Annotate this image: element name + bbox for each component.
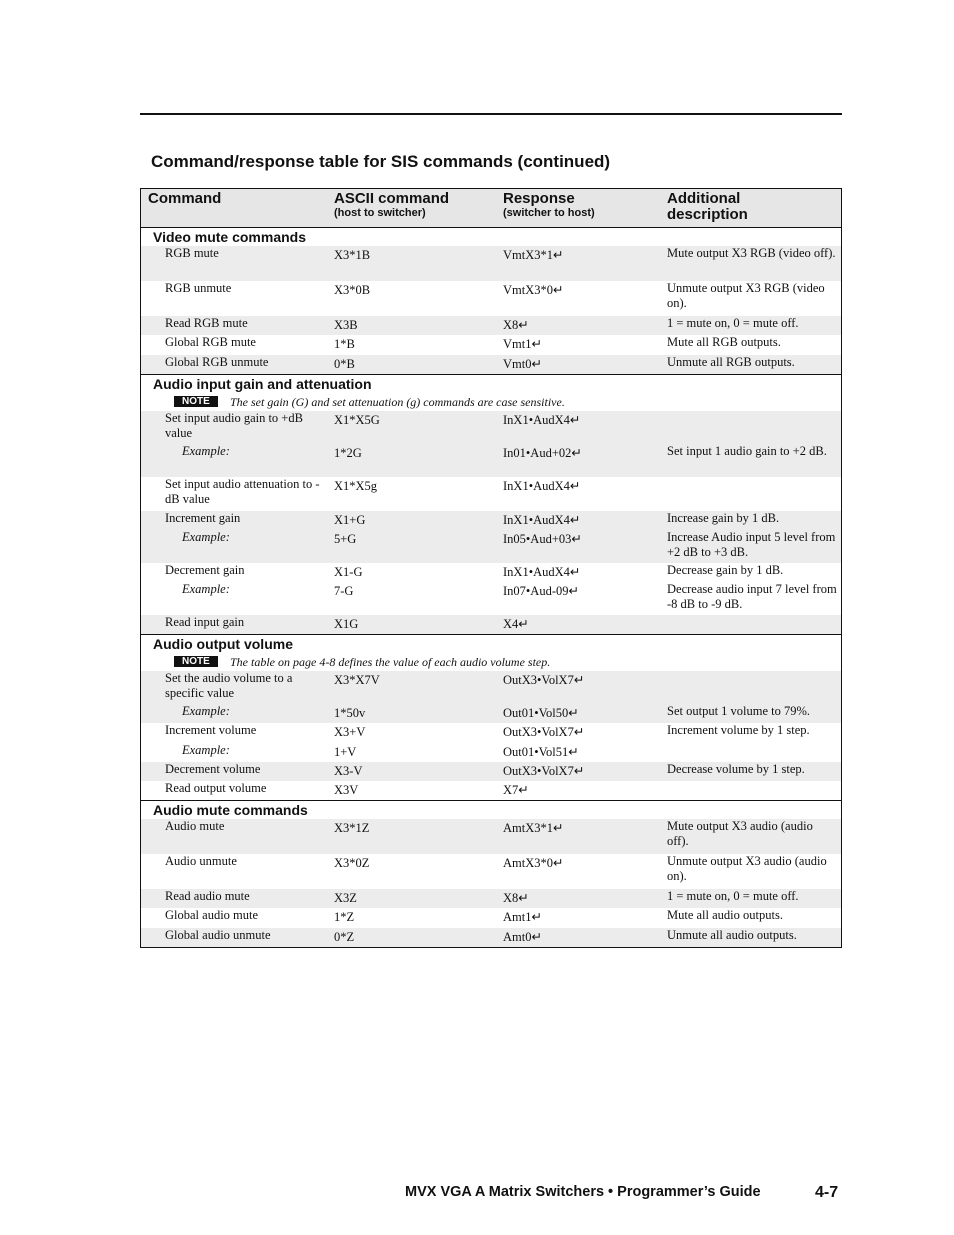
table-section	[141, 228, 841, 374]
response-cell: VmtX3*1↵	[503, 248, 564, 262]
header-response-sub: (switcher to host)	[503, 207, 595, 219]
page-number: 4-7	[815, 1184, 839, 1201]
description-cell: Decrease audio input 7 level from -8 dB to -9 dB.	[667, 582, 837, 611]
note-badge: NOTE	[174, 656, 218, 667]
ascii-cell: X3*0Z	[334, 856, 370, 870]
command-cell: Global RGB mute	[165, 335, 256, 349]
response-cell: In05•Aud+03↵	[503, 532, 582, 546]
response-cell: OutX3•VolX7↵	[503, 764, 585, 778]
table-row	[141, 743, 841, 762]
response-cell: AmtX3*0↵	[503, 856, 564, 870]
response-cell: X7↵	[503, 783, 529, 797]
table-row	[141, 762, 841, 781]
ascii-cell: X3V	[334, 783, 359, 797]
command-cell: Increment volume	[165, 723, 257, 737]
table-row	[141, 316, 841, 335]
ascii-cell: 0*Z	[334, 930, 355, 944]
header-description: Additional description	[667, 190, 748, 223]
table-row	[141, 781, 841, 800]
table-row	[141, 563, 841, 582]
table-row	[141, 615, 841, 634]
ascii-cell: 7-G	[334, 584, 354, 598]
section-title: Video mute commands	[153, 229, 307, 245]
table-row	[141, 281, 841, 316]
description-cell: Increase Audio input 5 level from +2 dB to +3 dB.	[667, 530, 836, 559]
response-cell: Amt1↵	[503, 910, 542, 924]
command-cell: Audio unmute	[165, 854, 237, 868]
table-row	[141, 704, 841, 723]
table-row	[141, 854, 841, 889]
response-cell: X8↵	[503, 318, 529, 332]
ascii-cell: 1*2G	[334, 446, 362, 460]
table-row	[141, 444, 841, 477]
description-cell: Unmute output X3 audio (audio on).	[667, 854, 827, 883]
table-row	[141, 246, 841, 281]
table-section	[141, 800, 841, 947]
command-cell: Example:	[182, 704, 230, 718]
command-table	[140, 188, 842, 948]
ascii-cell: X3*X7V	[334, 673, 380, 687]
response-cell: Amt0↵	[503, 930, 542, 944]
response-cell: In01•Aud+02↵	[503, 446, 582, 460]
command-cell: Read audio mute	[165, 889, 250, 903]
ascii-cell: 5+G	[334, 532, 357, 546]
response-cell: AmtX3*1↵	[503, 821, 564, 835]
header-command: Command	[148, 190, 222, 207]
description-cell: Set output 1 volume to 79%.	[667, 704, 811, 718]
table-row	[141, 928, 841, 947]
note	[141, 653, 841, 671]
description-cell: Set input 1 audio gain to +2 dB.	[667, 444, 827, 458]
description-cell: Unmute output X3 RGB (video on).	[667, 281, 825, 310]
command-cell: Set input audio attenuation to -dB value	[165, 477, 320, 506]
table-row	[141, 908, 841, 928]
ascii-cell: X3-V	[334, 764, 363, 778]
table-row	[141, 723, 841, 743]
header-response: Response (switcher to host)	[503, 190, 595, 219]
description-cell: Mute output X3 RGB (video off).	[667, 246, 836, 260]
description-cell: Increase gain by 1 dB.	[667, 511, 780, 525]
ascii-cell: X3*1B	[334, 248, 371, 262]
command-cell: Read input gain	[165, 615, 245, 629]
command-cell: Audio mute	[165, 819, 225, 833]
command-cell: Example:	[182, 743, 230, 757]
command-cell: Read RGB mute	[165, 316, 248, 330]
command-cell: Set input audio gain to +dB value	[165, 411, 303, 440]
ascii-cell: 1+V	[334, 745, 357, 759]
table-row	[141, 355, 841, 374]
response-cell: InX1•AudX4↵	[503, 513, 581, 527]
note-text: The set gain (G) and set attenuation (g) commands are case sensitive.	[230, 395, 565, 409]
ascii-cell: X1-G	[334, 565, 363, 579]
ascii-cell: X3*1Z	[334, 821, 370, 835]
table-row	[141, 819, 841, 854]
section-title: Audio mute commands	[153, 802, 308, 818]
command-cell: Decrement volume	[165, 762, 261, 776]
ascii-cell: X3*0B	[334, 283, 371, 297]
ascii-cell: 1*Z	[334, 910, 355, 924]
table-section	[141, 374, 841, 634]
page-title: Command/response table for SIS commands (continued)	[151, 152, 611, 171]
response-cell: Out01•Vol51↵	[503, 745, 579, 759]
description-cell: Mute all audio outputs.	[667, 908, 783, 922]
description-cell: 1 = mute on, 0 = mute off.	[667, 889, 799, 903]
command-cell: RGB mute	[165, 246, 219, 260]
response-cell: InX1•AudX4↵	[503, 565, 581, 579]
description-cell: 1 = mute on, 0 = mute off.	[667, 316, 799, 330]
command-cell: Example:	[182, 444, 230, 458]
table-row	[141, 889, 841, 908]
response-cell: X8↵	[503, 891, 529, 905]
note	[141, 393, 841, 411]
command-cell: Read output volume	[165, 781, 267, 795]
top-rule	[140, 113, 842, 115]
table-row	[141, 477, 841, 511]
ascii-cell: 1*B	[334, 337, 355, 351]
description-cell: Decrease volume by 1 step.	[667, 762, 805, 776]
table-body	[141, 228, 841, 947]
command-cell: Global audio unmute	[165, 928, 271, 942]
response-cell: In07•Aud-09↵	[503, 584, 579, 598]
command-cell: Decrement gain	[165, 563, 245, 577]
footer-guide-title: MVX VGA A Matrix Switchers • Programmer’s Guide	[405, 1184, 761, 1200]
table-row	[141, 671, 841, 704]
description-cell: Mute all RGB outputs.	[667, 335, 781, 349]
table-row	[141, 511, 841, 530]
table-row	[141, 530, 841, 563]
command-cell: RGB unmute	[165, 281, 232, 295]
ascii-cell: X3+V	[334, 725, 366, 739]
section-title: Audio output volume	[153, 636, 293, 652]
response-cell: X4↵	[503, 617, 529, 631]
table-row	[141, 582, 841, 615]
response-cell: Vmt0↵	[503, 357, 542, 371]
note-badge: NOTE	[174, 396, 218, 407]
command-cell: Global RGB unmute	[165, 355, 269, 369]
ascii-cell: 1*50v	[334, 706, 366, 720]
header-ascii-sub: (host to switcher)	[334, 207, 426, 219]
response-cell: Out01•Vol50↵	[503, 706, 579, 720]
response-cell: InX1•AudX4↵	[503, 479, 581, 493]
ascii-cell: X1+G	[334, 513, 366, 527]
command-cell: Increment gain	[165, 511, 241, 525]
table-row	[141, 335, 841, 355]
description-cell: Unmute all RGB outputs.	[667, 355, 795, 369]
table-row	[141, 411, 841, 444]
response-cell: Vmt1↵	[503, 337, 542, 351]
command-cell: Global audio mute	[165, 908, 259, 922]
ascii-cell: X3B	[334, 318, 358, 332]
description-cell: Unmute all audio outputs.	[667, 928, 797, 942]
response-cell: OutX3•VolX7↵	[503, 725, 585, 739]
command-cell: Set the audio volume to a specific value	[165, 671, 293, 700]
response-cell: InX1•AudX4↵	[503, 413, 581, 427]
ascii-cell: X1*X5G	[334, 413, 380, 427]
command-cell: Example:	[182, 582, 230, 596]
description-cell: Mute output X3 audio (audio off).	[667, 819, 813, 848]
description-cell: Decrease gain by 1 dB.	[667, 563, 784, 577]
ascii-cell: 0*B	[334, 357, 355, 371]
note-text: The table on page 4-8 defines the value of each audio volume step.	[230, 655, 551, 669]
description-cell: Increment volume by 1 step.	[667, 723, 810, 737]
ascii-cell: X1*X5g	[334, 479, 378, 493]
response-cell: OutX3•VolX7↵	[503, 673, 585, 687]
command-cell: Example:	[182, 530, 230, 544]
ascii-cell: X1G	[334, 617, 359, 631]
table-header	[141, 189, 841, 228]
header-ascii: ASCII command (host to switcher)	[334, 190, 450, 219]
table-section	[141, 634, 841, 800]
section-title: Audio input gain and attenuation	[153, 376, 372, 392]
response-cell: VmtX3*0↵	[503, 283, 564, 297]
ascii-cell: X3Z	[334, 891, 357, 905]
